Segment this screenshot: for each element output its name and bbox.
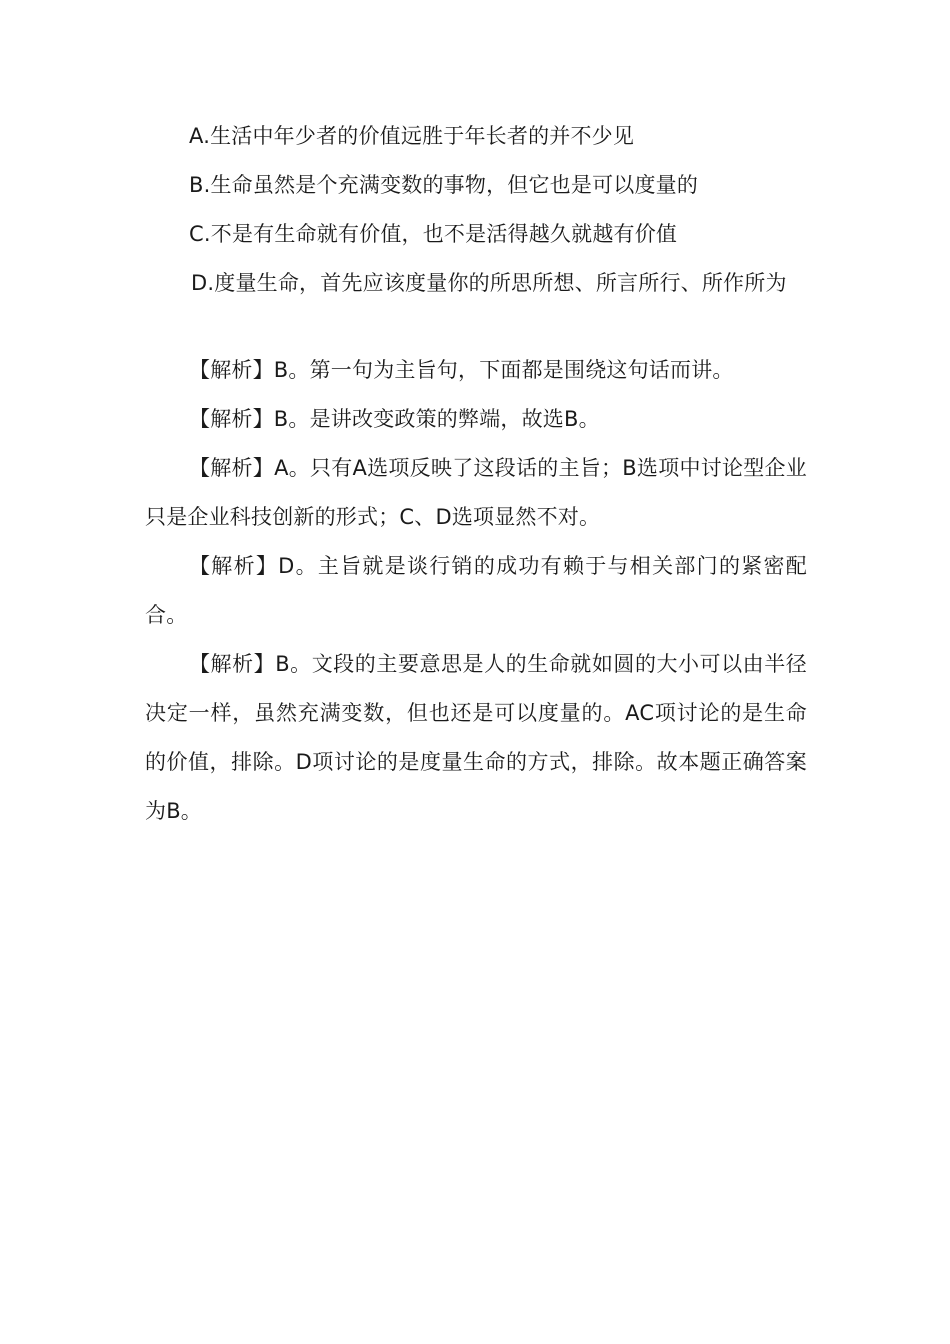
option-d: D.度量生命，首先应该度量你的所思所想、所言所行、所作所为 bbox=[191, 271, 787, 295]
document-body bbox=[145, 112, 807, 836]
option-c: C.不是有生命就有价值，也不是活得越久就越有价值 bbox=[189, 222, 678, 246]
option-b: B.生命虽然是个充满变数的事物，但它也是可以度量的 bbox=[189, 173, 699, 197]
analysis-5: 【解析】B。文段的主要意思是人的生命就如圆的大小可以由半径决定一样，虽然充满变数，但也还是可以度量的。AC项讨论的是生命的价值，排除。D项讨论的是度量生命的方式，排除。故本题正确答案为B。 bbox=[145, 652, 807, 823]
section-gap bbox=[145, 308, 807, 346]
analysis-3: 【解析】A。只有A选项反映了这段话的主旨；B选项中讨论型企业只是企业科技创新的形式；C、D选项显然不对。 bbox=[145, 456, 807, 529]
analysis-4: 【解析】D。主旨就是谈行销的成功有赖于与相关部门的紧密配合。 bbox=[145, 554, 807, 627]
option-a: A.生活中年少者的价值远胜于年长者的并不少见 bbox=[189, 124, 635, 148]
analysis-2: 【解析】B。是讲改变政策的弊端，故选B。 bbox=[189, 407, 600, 431]
analysis-1: 【解析】B。第一句为主旨句，下面都是围绕这句话而讲。 bbox=[189, 358, 734, 382]
